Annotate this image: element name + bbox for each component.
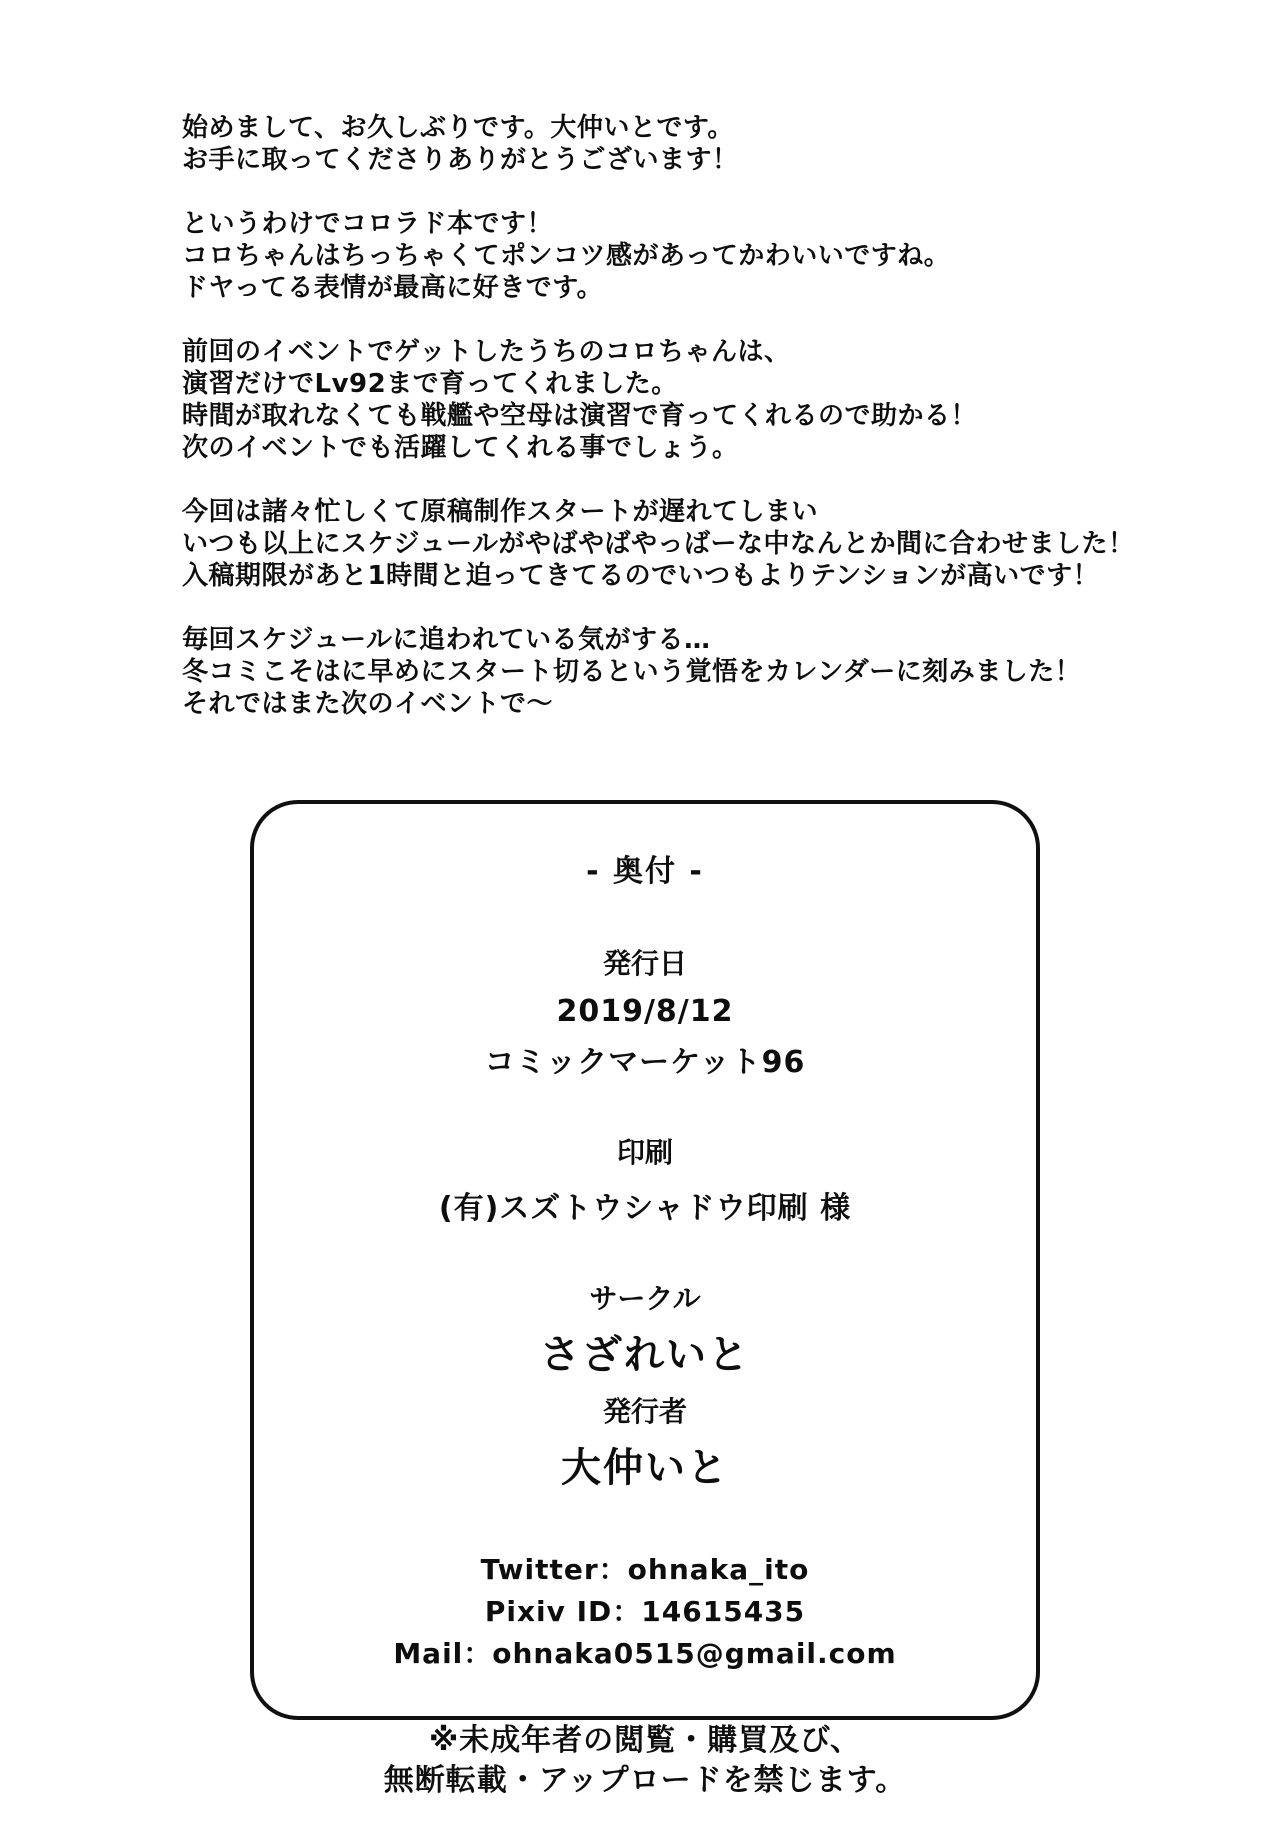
twitter-handle: Twitter：ohnaka_ito [480,1553,810,1586]
text-line: 今回は諸々忙しくて原稿制作スタートが遅れてしまい [182,497,819,527]
colophon-notice [254,1721,1036,1801]
text-line: 毎回スケジュールに追われている気がする… [182,625,711,655]
publisher-name: 大仲いと [561,1445,729,1491]
afterword-paragraph [182,208,1192,304]
publish-date-label: 発行日 [602,947,687,980]
notice-line: ※未成年者の閲覧・購買及び、 [429,1723,861,1758]
afterword-paragraph [182,496,1192,592]
colophon-circle-section [254,1277,1036,1380]
publish-date-value: 2019/8/12 [556,994,734,1029]
printer-name: (有)スズトウシャドウ印刷 様 [438,1191,852,1226]
afterword-paragraph [182,624,1192,720]
colophon-printing-section [254,1131,1036,1227]
publish-event-value: コミックマーケット96 [484,1045,806,1080]
colophon-box [250,800,1040,1798]
circle-label: サークル [589,1282,701,1315]
text-line: それではまた次のイベントで～ [182,689,554,719]
pixiv-id: Pixiv ID：14615435 [484,1595,806,1628]
colophon-publisher-section [254,1390,1036,1493]
text-line: 始めまして、お久しぶりです。大仲いとです。 [182,113,734,143]
text-line: 時間が取れなくても戦艦や空母は演習で育ってくれるので助かる！ [182,401,978,431]
text-line: 入稿期限があと1時間と迫ってきてるのでいつもよりテンションが高いです！ [182,561,1100,591]
text-line: 前回のイベントでゲットしたうちのコロちゃんは、 [182,337,791,367]
circle-name: さざれいと [540,1332,750,1378]
afterword-text [182,112,1192,752]
printing-label: 印刷 [616,1136,673,1169]
text-line: ドヤってる表情が最高に好きです。 [182,273,604,303]
notice-line: 無断転載・アップロードを禁じます。 [383,1763,907,1798]
afterword-paragraph [182,336,1192,464]
colophon-publish-section [254,942,1036,1081]
text-line: 次のイベントでも活躍してくれる事でしょう。 [182,433,739,463]
text-line: コロちゃんはちっちゃくてポンコツ感があってかわいいですね。 [182,241,951,271]
text-line: 演習だけでLv92まで育ってくれました。 [182,369,678,399]
text-line: いつも以上にスケジュールがやばやばやっばーな中なんとか間に合わせました！ [182,529,1135,559]
mail-address: Mail：ohnaka0515@gmail.com [393,1637,897,1670]
afterword-paragraph [182,112,1192,176]
text-line: というわけでコロラド本です！ [182,209,554,239]
colophon-title: - 奥付 - [586,854,704,889]
colophon-contacts [254,1549,1036,1675]
publisher-label: 発行者 [602,1395,687,1428]
text-line: お手に取ってくださりありがとうございます！ [182,145,739,175]
text-line: 冬コミこそはに早めにスタート切るという覚悟をカレンダーに刻みました！ [182,657,1082,687]
